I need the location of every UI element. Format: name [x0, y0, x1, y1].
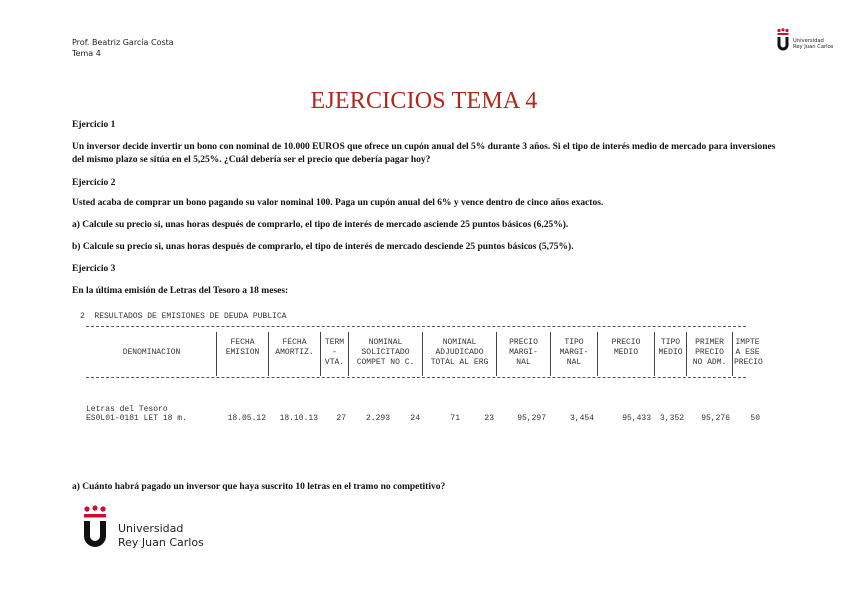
ej3-intro: En la última emisión de Letras del Tesoro a 18 meses: [72, 286, 289, 296]
urjc-crown-icon [80, 505, 110, 551]
column-separator [550, 332, 551, 376]
column-header-2-l2: EMISION [225, 348, 260, 357]
table-cell: 24 [410, 414, 420, 423]
column-header-6-l3: TOTAL AL ERG [430, 358, 489, 367]
column-header-11-l2: PRECIO [695, 348, 724, 357]
table-cell: 18.05.12 [227, 414, 266, 423]
ej2-a: a) Calcule su precio si, unas horas después de comprarlo, el tipo de interés de mercado asciende 25 puntos básicos (6,25%). [72, 220, 569, 230]
author-name: Prof. Beatriz García Costa [72, 38, 174, 47]
column-header-3-l1: FECHA [282, 338, 307, 347]
ej3-heading: Ejercicio 3 [72, 264, 116, 274]
table-cell: 3,454 [569, 414, 594, 423]
ej1-text: Un inversor decide invertir un bono con nominal de 10.000 EUROS que ofrece un cupón anual del 5% durante 3 años. Si el tipo de interés medio de mercado para inversiones del mismo plazo se sitúa en el 5,25%. ¿Cuál debería ser el precio que debería pagar hoy? [72, 142, 776, 165]
column-separator [686, 332, 687, 376]
column-header-8-l3: NAL [566, 358, 582, 367]
urjc-crown-icon [776, 28, 790, 52]
column-header-11-l1: PRIMER [695, 338, 724, 347]
column-header-6-l2: ADJUDICADO [435, 348, 484, 357]
column-header-5-l2: SOLICITADO [361, 348, 410, 357]
column-separator [348, 332, 349, 376]
column-header-12-l2: A ESE [735, 348, 760, 357]
table-row-name: ES0L01-0181 LET 18 m. [86, 414, 187, 423]
urjc-logo-small [776, 28, 836, 56]
column-separator [422, 332, 423, 376]
table-cell: 23 [484, 414, 494, 423]
ej3-question: a) Cuánto habrá pagado un inversor que haya suscrito 10 letras en el tramo no competitivo? [72, 482, 446, 492]
ej1-heading: Ejercicio 1 [72, 120, 116, 130]
column-header-4-l3: VTA. [324, 358, 345, 367]
column-header-10-l1: TIPO [660, 338, 681, 347]
column-header-7-l1: PRECIO [509, 338, 538, 347]
column-header-5-l3: COMPET NO C. [356, 358, 415, 367]
ej2-heading: Ejercicio 2 [72, 178, 116, 188]
column-separator [496, 332, 497, 376]
column-separator [732, 332, 733, 376]
table-cell: 18.10.13 [279, 414, 318, 423]
column-header-3-l2: AMORTIZ. [275, 348, 314, 357]
table-cell: 3,352 [659, 414, 684, 423]
table-cell: 95,276 [701, 414, 730, 423]
logo-large-line2: Rey Juan Carlos [118, 536, 204, 549]
table-group-label: Letras del Tesoro [86, 405, 168, 414]
column-separator [654, 332, 655, 376]
logo-small-line1: Universidad [793, 38, 824, 44]
ej2-intro: Usted acaba de comprar un bono pagando su valor nominal 100. Paga un cupón anual del 6% y vence dentro de cinco años exactos. [72, 198, 604, 208]
table-cell: 50 [750, 414, 760, 423]
column-separator [268, 332, 269, 376]
page-title: EJERCICIOS TEMA 4 [310, 88, 538, 114]
logo-large-line1: Universidad [118, 522, 184, 535]
column-header-8-l2: MARGI- [559, 348, 589, 357]
table-cell: 27 [336, 414, 346, 423]
column-header-5-l1: NOMINAL [368, 338, 403, 347]
column-header-7-l2: MARGI- [509, 348, 538, 357]
column-header-11-l3: NO ADM. [692, 358, 727, 367]
table-caption: 2 RESULTADOS DE EMISIONES DE DEUDA PUBLICA [80, 312, 287, 321]
column-header-1-l2: DENOMINACION [122, 348, 181, 357]
column-header-12-l3: PRECIO [734, 358, 763, 367]
column-header-9-l2: MEDIO [613, 348, 638, 357]
ej2-b: b) Calcule su precio si, unas horas después de comprarlo, el tipo de interés de mercado desciende 25 puntos básicos (5,75%). [72, 242, 574, 252]
column-separator [320, 332, 321, 376]
urjc-logo-large [80, 505, 220, 555]
column-header-7-l3: NAL [516, 358, 531, 367]
column-header-2-l1: FECHA [230, 338, 255, 347]
table-cell: 95,297 [517, 414, 546, 423]
emission-results-table [72, 312, 763, 442]
column-header-6-l1: NOMINAL [442, 338, 477, 347]
column-separator [597, 332, 598, 376]
table-cell: 95,433 [622, 414, 651, 423]
table-cell: 2.293 [365, 414, 390, 423]
column-separator [216, 332, 217, 376]
column-header-4-l1: TERM [324, 338, 345, 347]
column-header-12-l1: IMPTE [735, 338, 760, 347]
table-cell: 71 [450, 414, 460, 423]
column-header-4-l2: - [332, 348, 337, 357]
column-header-8-l1: TIPO [564, 338, 584, 347]
logo-small-line2: Rey Juan Carlos [793, 44, 834, 50]
column-header-10-l2: MEDIO [658, 348, 683, 357]
topic-label: Tema 4 [72, 49, 101, 58]
column-header-9-l1: PRECIO [611, 338, 641, 347]
